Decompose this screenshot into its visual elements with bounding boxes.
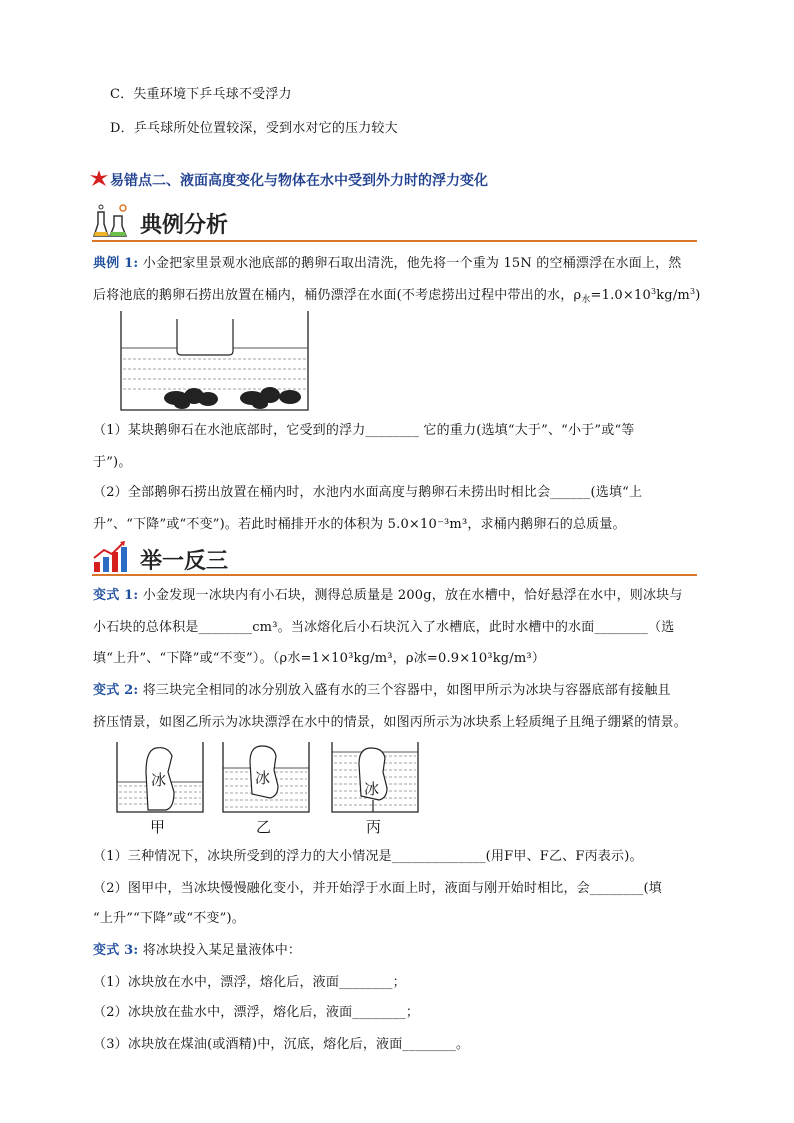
fig-label-jia: 甲 bbox=[150, 818, 166, 836]
example1-q1a: （1）某块鹅卵石在水池底部时，它受到的浮力________ 它的重力(选填“大于”、“小于”或“等 bbox=[93, 423, 635, 438]
example1-q2b: 升”、“下降”或“不变”)。若此时桶排开水的体积为 5.0×10⁻³m³，求桶内鹅卵石的总质量。 bbox=[93, 517, 626, 532]
example1-q1b: 于”)。 bbox=[93, 455, 132, 470]
banner-practice bbox=[92, 538, 697, 576]
rising-chart-icon bbox=[92, 540, 128, 578]
banner-practice-title: 举一反三 bbox=[140, 549, 229, 574]
variant3-q3: （3）冰块放在煤油(或酒精)中，沉底，熔化后，液面________。 bbox=[93, 1037, 470, 1052]
variant2-q2b: “上升”“下降”或“不变”)。 bbox=[93, 911, 245, 926]
option-d: D．乒乓球所处位置较深，受到水对它的压力较大 bbox=[110, 121, 398, 136]
variant3-q2: （2）冰块放在盐水中，漂浮，熔化后，液面________； bbox=[93, 1005, 420, 1020]
banner-divider bbox=[92, 574, 697, 576]
variant2-label: 变式 2: bbox=[93, 683, 139, 698]
variant2-line1: 变式 2: 将三块完全相同的冰分别放入盛有水的三个容器中，如图甲所示为冰块与容器底部有接触且 bbox=[93, 683, 671, 698]
example1-q2a: （2）全部鹅卵石捞出放置在桶内时，水池内水面高度与鹅卵石未捞出时相比会______(选填“上 bbox=[93, 485, 643, 500]
banner-example-title: 典例分析 bbox=[140, 213, 229, 238]
ice-label: 冰 bbox=[255, 769, 271, 787]
variant3-label: 变式 3: bbox=[93, 943, 139, 958]
variant1-line3: 填“上升”、“下降”或“不变”）。（ρ水=1×10³kg/m³，ρ冰=0.9×10³kg/m³） bbox=[93, 651, 546, 666]
ice-label: 冰 bbox=[364, 780, 380, 798]
option-c: C．失重环境下乒乓球不受浮力 bbox=[110, 87, 292, 102]
variant1-line1: 变式 1: 小金发现一冰块内有小石块，测得总质量是 200g，放在水槽中，恰好悬浮在水中，则冰块与 bbox=[93, 588, 683, 603]
lab-flask-icon bbox=[92, 202, 130, 244]
section-title: 易错点二、液面高度变化与物体在水中受到外力时的浮力变化 bbox=[110, 173, 488, 189]
example1-line1: 典例 1: 小金把家里景观水池底部的鹅卵石取出清洗，他先将一个重为 15N 的空桶漂浮在水面上，然 bbox=[93, 256, 682, 271]
variant3-line1: 变式 3: 将冰块投入某足量液体中： bbox=[93, 943, 302, 958]
variant2-q2a: （2）图甲中，当冰块慢慢融化变小，并开始浮于水面上时，液面与刚开始时相比，会________(填 bbox=[93, 881, 662, 896]
variant1-label: 变式 1: bbox=[93, 588, 139, 603]
variant1-line2: 小石块的总体积是________cm³。当冰熔化后小石块沉入了水槽底，此时水槽中的水面________（选 bbox=[93, 620, 675, 635]
example1-label: 典例 1: bbox=[93, 256, 139, 271]
variant2-q1: （1）三种情况下，冰块所受到的浮力的大小情况是______________(用F甲、F乙、F丙表示)。 bbox=[93, 849, 643, 864]
banner-example bbox=[92, 200, 697, 242]
example1-line2: 后将池底的鹅卵石捞出放置在桶内，桶仍漂浮在水面(不考虑捞出过程中带出的水，$\rho_水=1.0\times 10^3kg/m^3$) bbox=[93, 287, 701, 305]
ice-label: 冰 bbox=[151, 771, 167, 789]
banner-divider bbox=[92, 240, 697, 242]
variant3-q1: （1）冰块放在水中，漂浮，熔化后，液面________； bbox=[93, 975, 406, 990]
fig-label-bing: 丙 bbox=[366, 818, 382, 836]
pond-figure bbox=[120, 311, 310, 415]
variant2-line2: 挤压情景，如图乙所示为冰块漂浮在水中的情景，如图丙所示为冰块系上轻质绳子且绳子绷紧的情景。 bbox=[93, 715, 688, 730]
star-icon bbox=[90, 170, 108, 188]
fig-label-yi: 乙 bbox=[256, 818, 272, 836]
